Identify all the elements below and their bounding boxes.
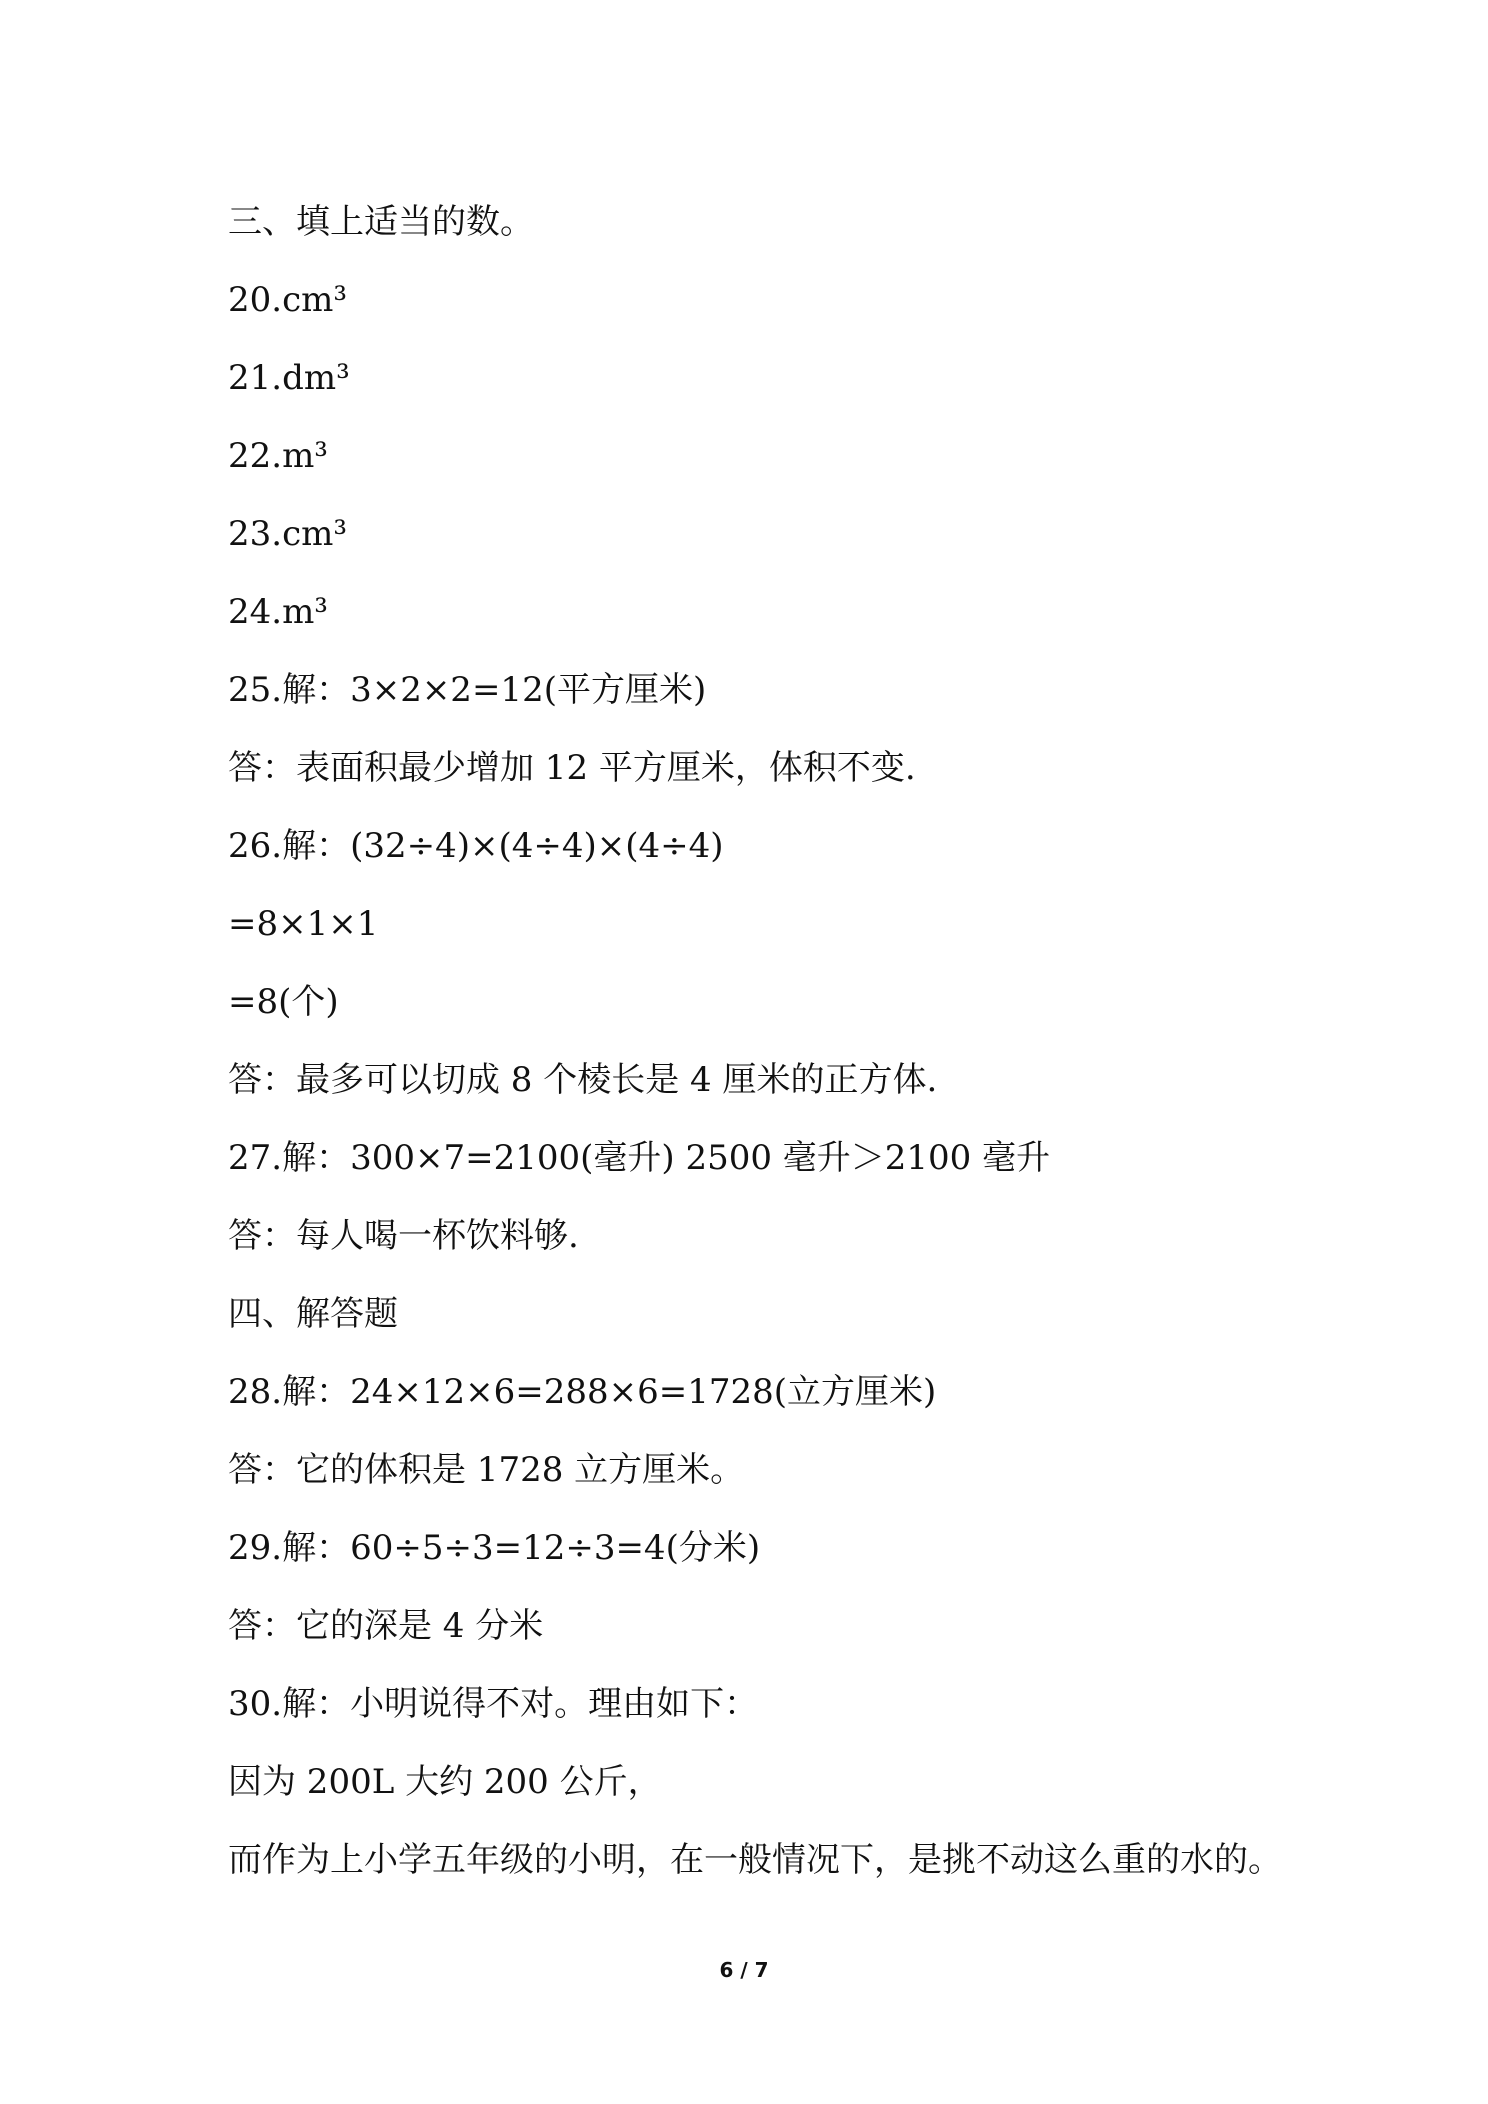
solution-line-30: 30.解：小明说得不对。理由如下：: [228, 1684, 759, 1724]
answer-line-22: 22.m³: [228, 436, 328, 476]
answer-line-23: 23.cm³: [228, 514, 347, 554]
page-number: 6 / 7: [719, 1958, 769, 1982]
section-heading-fill-in: 三、填上适当的数。: [228, 202, 534, 242]
section-heading-problems: 四、解答题: [228, 1294, 398, 1334]
solution-step-26-a: =8×1×1: [228, 904, 379, 944]
solution-line-26: 26.解：(32÷4)×(4÷4)×(4÷4): [228, 826, 724, 866]
reason-line-30-b: 而作为上小学五年级的小明，在一般情况下，是挑不动这么重的水的。: [228, 1840, 1282, 1880]
answer-statement-25: 答：表面积最少增加 12 平方厘米，体积不变.: [228, 748, 916, 788]
answer-content: [228, 194, 1348, 1910]
solution-step-26-b: =8(个): [228, 982, 339, 1022]
solution-line-28: 28.解：24×12×6=288×6=1728(立方厘米): [228, 1372, 937, 1412]
answer-statement-27: 答：每人喝一杯饮料够.: [228, 1216, 579, 1256]
answer-line-20: 20.cm³: [228, 280, 347, 320]
reason-line-30-a: 因为 200L 大约 200 公斤，: [228, 1762, 662, 1802]
answer-line-21: 21.dm³: [228, 358, 350, 398]
answer-statement-28: 答：它的体积是 1728 立方厘米。: [228, 1450, 745, 1490]
solution-line-29: 29.解：60÷5÷3=12÷3=4(分米): [228, 1528, 761, 1568]
solution-line-27: 27.解：300×7=2100(毫升) 2500 毫升＞2100 毫升: [228, 1138, 1051, 1178]
answer-line-24: 24.m³: [228, 592, 328, 632]
answer-statement-26: 答：最多可以切成 8 个棱长是 4 厘米的正方体.: [228, 1060, 938, 1100]
solution-line-25: 25.解：3×2×2=12(平方厘米): [228, 670, 707, 710]
answer-statement-29: 答：它的深是 4 分米: [228, 1606, 544, 1646]
